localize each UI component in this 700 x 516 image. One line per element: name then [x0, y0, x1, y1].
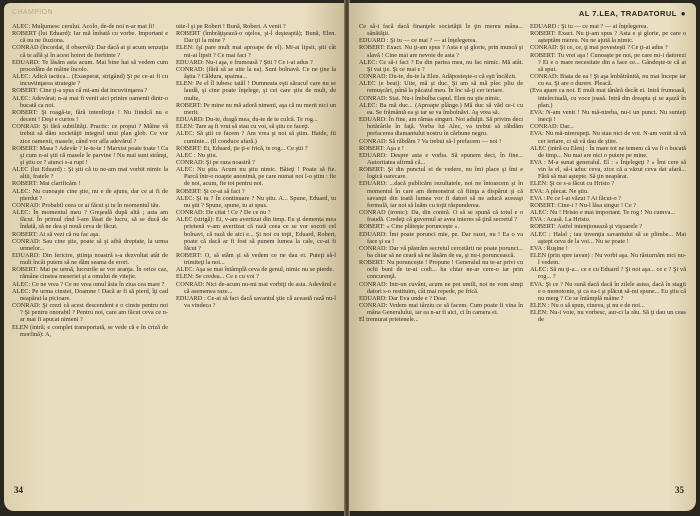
dialogue-line: ALEC: Nu ştiu. Acum nu ştiu nimic. Băieţi ! Poate să fie. Parcă într-o noapte anonimă, pe care numai noi l-o ştim : fie de noi, acum, fie tot pentru noi.	[176, 166, 336, 188]
dialogue-line: ROBERT: Cine ţi-a spus că mi-am dat incuviinţarea ?	[12, 87, 148, 95]
dialogue-line: ALEC: Ce să-i faci ? Eu din partea mea, nu fac nimic. Mă atât. Şi vai ţie. Şi ce mai e ?	[359, 58, 523, 73]
dialogue-line: CONRAD: Stai. Nu-i îmbulba capul. Elen nu ştie nimic.	[359, 94, 502, 102]
dialogue-line: ALEC : Nu ştiu.	[176, 151, 218, 159]
dialogue-line: ROBERT: Şi roagă-te, fără interdicţie ! Nu fiindcă nu e decent ! Deşi e curios !	[12, 108, 168, 124]
dialogue-line: EDUARD: Du-te, dragă mea, du-te de te culcă. Te rog...	[176, 116, 318, 124]
dialogue-line: ROBERT: Pe mine nu mă adoră nimeni, aşa că nu merit nici un merit.	[176, 101, 336, 116]
dialogue-line: ROBERT: O, să stăm şi să vedem ce ne dau ei. Puteţi să-l trimiteţi la noi...	[176, 252, 336, 267]
dialogue-line: ELEN : Nu o să spun, cineva, şi nu e de noi...	[530, 302, 645, 310]
dialogue-line: ROBERT: Nu poruncește ! Propune ! Generalul nu te-ar privi cu ochi buni de te-ai codi... ba chiar ne-ar cere-o iar prin concurenţă.	[359, 259, 523, 281]
dialogue-line: ROBERT: Mai pe urmă, lucrurile se vor aranja. În orice caz, rămâne cinstea meseriei şi a omului de vitejie.	[12, 266, 168, 281]
dialogue-line: EVA: Nu mă-ntrerupeţi. Nu stau nici de voi. N-am venit să vă cer iertare, ci să vă dau de ştire.	[530, 130, 686, 145]
dialogue-line: ELEN: Tare aş fi vrut să stau cu voi, să ştiu ce faceţi.	[176, 123, 310, 131]
dialogue-line: ROBERT (lui Eduard): Iar mă îmbată cu vorbe. Important e că nu ne iluziona.	[12, 30, 168, 45]
dialogue-line: ALEC: Pe urma cinstei, Doamne ! Dacă ar fi să pierd, îţi cad neapărat la picioare.	[12, 287, 168, 302]
dialogue-line: ROBERT (îmbrăţişează-o oţelos, şi-l deşteaptă); Bună, Elen. Dar ţii la mine ?	[176, 30, 336, 45]
dialogue-line: ELEN: (şi pare mult mai aproape de el). Mi-ai lipsit, ştii cât mi-ai lipsit ? Ce mai faci ?	[176, 44, 336, 59]
right-column-1	[359, 23, 523, 324]
dialogue-line: ROBERT: Şi ce-ai să faci ?	[176, 187, 245, 195]
dialogue-line: ROBERT: Astfel intenţionează şi vişoarele ?	[530, 223, 643, 231]
dialogue-line: CONRAD: Intr-un cuvânt, acum ne pot umili, noi ne vom simţi datori s-o restituim, cât mai repede, pe frică.	[359, 280, 523, 295]
dialogue-line: CONRAD: Şi crezi că acest descendent e o cinste pentru noi ? Şi pentru onorabil ? Pentru noi, care am făcut ceva ce n-ar mai fi apucat nimeni ?	[12, 302, 168, 324]
dialogue-line: ALEC (intră cu Elen) : În mare tot ne temem că va fi o bucată de timp... Nu mai are nici o putere pe mine.	[530, 144, 686, 159]
dialogue-line: EVA : Ruşine !	[530, 244, 568, 252]
dialogue-line: EDUARD : Şi tu — ce mai ? — ai înţelegerea.	[359, 37, 478, 45]
dialogue-line: ELEN: Pe el îl iubesc tatăl ! Dumneata eşti săracul care nu se laudă, şi cine poate înţelege, şi cei care ştiu de mult, de multe,	[176, 80, 336, 102]
dialogue-line: ALEC: Nu cunoaşte cine ştie, nu e de ajuns, dar ce ai fi de pierdut ?	[12, 187, 168, 202]
dialogue-line: ROBERT: Exact. Nu ţi-am spus ? Asta e şi glorie, prin muncă şi slavă ! Cine mai are nevoie de asta ?	[359, 44, 523, 59]
dialogue-line: EDUARD: ...dacă publicăm rezultatele, noi ne întoarcem şi în momentul în care am demonstrat că fiinţa a dispărut şi că savanţii din toată lumea vor fi datori să ne aducă aceeaşi formulă, iar noi să luăm cu toţii răspunderea.	[359, 180, 523, 209]
dialogue-line: EVA : Acasă. La Hristo.	[530, 216, 591, 224]
dialogue-line: EDUARD : Şi tu — ce mai ? — ai înţelegerea.	[530, 23, 649, 30]
dialogue-line: CONRAD: Vedem mai târziu ce să facem. Cum poate fi vina în mâna Generalului, iar ea n-ar fi aici, ci în camera ei.	[359, 302, 523, 317]
running-head	[579, 9, 686, 18]
dialogue-line: ALEC : Halal ; iau invenţia savantului să se plimbe... Mai aştept ceva de la voi... Nu se poate !	[530, 230, 686, 245]
dialogue-line: ROBERT: Cine-i ? Nu-l lăsa singur ! Ce ?	[530, 201, 636, 209]
dialogue-line: EDUARD: În fine, am rămas singuri. Noi adulţii. Să privim deci hotărârile în faţă. Vorba lui Alec, va trebui să răbdăm prefacerea diamantului nostru în cărbune negru.	[359, 116, 523, 138]
dialogue-line: EVA: A plecat. Ne ştiu.	[530, 187, 589, 195]
dialogue-line: CONRAD: Du-te, du-te la Elen. Adăposteşte-o că eşti încălzit.	[359, 73, 517, 81]
right-page-number: 35	[675, 485, 684, 495]
dialogue-line: ALEC (lui Eduard) : Şi ştii că tu ne-am mai vorbit nimic la altii, fratele ?	[12, 166, 168, 181]
dialogue-line: ROBERT: Mai clarificăm !	[12, 180, 81, 188]
dialogue-line: ALEC: Să ştii ce facem ? Am vrea şi noi să ştim. Haide, fii cuminte... (Il conduce afară.)	[176, 130, 336, 145]
dialogue-line: ELEN: Se credea... Ce e cu voi ?	[176, 273, 259, 281]
bullet-ornament-icon: ●	[680, 9, 686, 18]
dialogue-line: CONRAD: Dar vă păstrăm secretul cercetării ne poate porunci... ba chiar să ne ceară să ne lăsăm de ea, şi nu-i poruncească.	[359, 244, 523, 259]
dialogue-line: CONRAD: Şi fără subtilităţi. Practic: ce propui ? Mâine vă trebui să dăm societăţii integrul unui plan glob. Ce vor zice oamenii, masele, când vor afla adevărul ?	[12, 123, 168, 145]
dialogue-line: CONRAD (încordat, il observă): Dar dacă ai şi acum senzaţia că te află şi în acest hoiret de fierbinte ?	[12, 44, 168, 59]
dialogue-line: ALEC: Aşa se mai întâmplă ceva de genul, nimic nu se pierde.	[176, 266, 334, 274]
dialogue-line: ROBERT: Ei, Eduard, ţie ţi-e frică, te rog... Ce ştii ?	[176, 144, 308, 152]
dialogue-line: ALEC (strigă): Ei, v-am avertizat din timp. Eu şi demența mea prietenă v-am avertizat că rază ceea ce se vor socoti cel bolnavi, că rază de aici e... Şi noi cu toţii, Eduard, Robert, poate că dacă ar fi fost să punem lumea la cale, ce-ai fi făcut ?	[176, 216, 336, 252]
dialogue-line: CONRAD (ironic): Da, din contră. O să se spună că totul e o fraudă. Credeţi că guvernul ar avea interes să ţină secretul ?	[359, 209, 523, 224]
dialogue-line: ALEC: Mulţumesc cerului. Acolo, de-de noi n-ar mai fi!	[12, 23, 155, 30]
dialogue-line: EVA : Pe ce l-ai văzut ? Ai făcut-o ?	[530, 194, 621, 202]
dialogue-line: CONRAD: Nici de-acum nu-mi mai vorbiţi de asta. Adevărul e că asemenea raze...	[176, 280, 336, 295]
dialogue-line: CONRAD: De citat ! Ce ? De ce nu ?	[176, 209, 271, 217]
dialogue-line: ROBERT: Tu vrei aşa ! Cunoaşte pe noi, pe care mi-i datorezi ? Ei e o mare necesitate din a face ce... Gândeşte-te că ai să spui.	[530, 51, 686, 73]
dialogue-line: CONRAD: Şi ce, ce, ţi mai povesteşti ? Ce ţi-ai adus ?	[530, 44, 668, 52]
running-head-title: AL 7.LEA, TRADATORUL	[578, 9, 677, 18]
dialogue-line: ALEC: Ba mă duc... (Aproape plânge.) Mă duc să văd ce-i cu ea. Se frământă ea şi iar se va îmbolnăvi. Aş vrea să..	[359, 101, 523, 116]
dialogue-line: ROBERT: Masa ? Adevăr ? Ie-te-te ! Marxist poate toate ! Ca şi cum n-ai ştii că masele le parvine ! Nu mai sunt strânşi, şi ştiu ce ? atunci s-a rupt !	[12, 144, 168, 166]
dialogue-line: El tremurat prietenele...	[359, 316, 419, 324]
dialogue-line: ALEC: În momentul meu ? Greşeală după altă ; asta am făcut. În primul rînd l-am lăsat de lucru, să se ducă de îndată, să ne dea şi nouă ceva de făcut.	[12, 209, 168, 231]
dialogue-line: CONRAD: Şi pe raza noastră ?	[176, 158, 255, 166]
dialogue-line: EDUARD: Din fericire, ştiinţa noastră s-a dezvoltat atât de mult încât putem să ne dăm seama de erori.	[12, 252, 168, 267]
dialogue-line: Ce să-i facă dacă finanţele societăţii le ţin mereu mâna... sănătăţii.	[359, 23, 523, 38]
left-page	[4, 3, 345, 511]
dialogue-line: ELEN: Nu-i voie, nu vorbesc, aur-ci la rău. Să ţi dau un ceas de	[530, 309, 686, 324]
dialogue-line: EDUARD: Te lăsăm asta acum. Mai bine hai să vedem cum procedăm de mâine încolo.	[12, 58, 168, 73]
dialogue-line: CONRAD: Dar...	[530, 123, 574, 131]
dialogue-line: ELEN: Şi ce s-a făcut cu Hristo ?	[530, 180, 615, 188]
dialogue-line: EDUARD: Despre asta e vorba. Să spunem deci, în fine... Autoritatea afirmă că...	[359, 151, 523, 166]
right-page	[349, 3, 696, 511]
left-column-2	[176, 23, 336, 309]
dialogue-line: ALEC: Să nu ţi-a... ce e cu Eduard ? Şi noi aşa... ce e ? Şi vă rog... ?	[530, 266, 686, 281]
dialogue-line: ELEN (intră; e complet transportată, se vede că e în criză de morfină): A,	[12, 323, 168, 338]
dialogue-line: ROBERT: Ai să vezi că nu fac aşa.	[12, 230, 100, 238]
dialogue-line: ROBERT: Exact. Nu ţi-am spus ? Asta e şi glorie, pe care o aşteptăm mereu. Nu ne ajută la nimic.	[530, 30, 686, 45]
dialogue-line: ALEC: Adevărat; n-ai mai fi venit aici printre oamenii dintr-o bucată ca noi.	[12, 94, 168, 109]
dialogue-line: ROBERT: Şi din punctul ei de vedere, nu îmi place şi îmi e logică oarecare.	[359, 166, 523, 181]
dialogue-line: ALEC: Nu ! Hristo e mai important. Te rog ! Nu cumva...	[530, 209, 676, 217]
dialogue-line: CONRAD: Probabil ceea ce ai făcut şi tu în momentul tău.	[12, 201, 161, 209]
dialogue-line: ELEN (prin spre tavan) : Nu vorbi aşa. Nu răsturnăm nici nu-l vedem.	[530, 252, 686, 267]
dialogue-line: CONRAD: Biata de ea ! Şi aşa îmbătrânită, nu mai începe iar cu ea. Şi are o durere. Pleacă.	[530, 73, 686, 88]
dialogue-line: (Eva apare ca noi. E mult mai tânără decât ei. Intră frumoasă, intelectuală, cu voce joasă. Intră din dreapta şi se aşază în plan.)	[530, 87, 686, 109]
dialogue-line: EDUARD: Dar Eva unde e ? Doar.	[359, 294, 448, 302]
dialogue-line: ALEC: Şi tu ? În continuare ? Nu ştiu. A... Spune, Eduard, tu nu ştii ? Spune, spune, tu ai spus.	[176, 194, 336, 209]
dialogue-line: ROBERT: Aşa e !	[359, 144, 404, 152]
dialogue-line: ALEC: Adică tactica... (Exasperat, strigând) Şi pe ce-ai fi cu incuviinţarea strategie ?	[12, 73, 168, 88]
dialogue-line: EDUARD: Îmi poate porunci mie, pe. Dar razei, nu ! Ea o va face şi ea !	[359, 230, 523, 245]
left-column-1	[12, 23, 168, 338]
ghost-running-head: CHAMPION	[12, 9, 53, 16]
dialogue-line: CONRAD: (fără să se uite la ea). Sunt bolnavă. Ce ne ţine la ăştia ? Căldura, spaima...	[176, 65, 336, 81]
dialogue-line: uite-l şi pe Robert ! Bună, Robert. A venit ?	[176, 23, 286, 30]
dialogue-line: CONRAD: Să răbdăm ? Va trebui să-l prefacem — noi !	[359, 137, 502, 145]
dialogue-line: EDUARD : Ce-ai să faci dacă savantul ştie că această rază nu-l va vindeca ?	[176, 294, 336, 310]
dialogue-line: EDUARD: Nu-i aşa, e frumoasă ? Ştii ? Ce i-ai adus ?	[176, 58, 313, 66]
dialogue-line: EVA: Şi ce ? Nu sună dacă dacă în zilele astea, dacă în stagii e o monotonie, şi ca ea-i şi plăcut să-mi spune... Eu ştiu că nu merg ? Ce se întâmplă mâine ?	[530, 280, 686, 302]
dialogue-line: ROBERT: « Cine plăteşte porunceşte ».	[359, 223, 460, 231]
dialogue-line: EVA : M-a sunat generalul. El : « Înţelegeţi ? » Îmi cere să vin la el, să-i aduc ceva, zice că a văzut ceva dat afară... Fără să mai aştepte. Să ţin neapărat.	[530, 158, 686, 181]
dialogue-line: EVA: N-am venit ! Nu mă-ntreba, nu-i un punct. Nu sunteţi inecţi !	[530, 108, 686, 124]
dialogue-line: CONRAD: Sau cine ştie, poate să şi aibă dreptate, la urma urmelor...	[12, 237, 168, 252]
dialogue-line: ALEC (e beat): Uite, mă şi duc. Şi am să mă plec pliu de remuşcări, până la păcatul meu. În loc să-ţi cer iertare.	[359, 80, 523, 95]
left-page-number: 34	[14, 485, 23, 495]
dialogue-line: ALEC: Ce ne vrea ? Ce ne vrea omul ăsta în ziua cea mare ?	[12, 280, 165, 288]
right-column-2	[530, 23, 686, 324]
